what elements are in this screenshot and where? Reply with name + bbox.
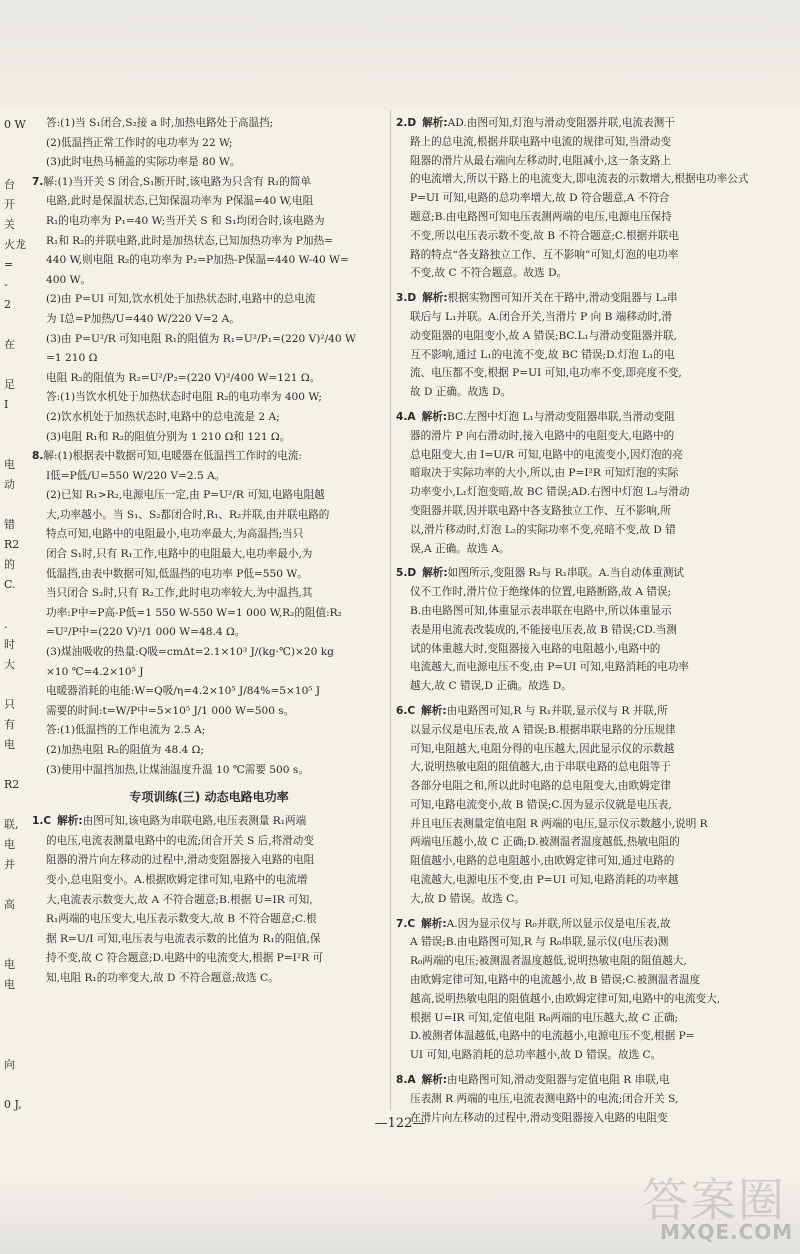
question-number: 2.D xyxy=(396,117,417,129)
answer-entry xyxy=(396,702,768,909)
edge-fragment: 有 xyxy=(4,718,15,731)
text-line xyxy=(396,364,768,383)
answer-entry xyxy=(396,915,768,1065)
line-text: BC.左图中灯泡 L₁与滑动变阻器串联,当滑动变阻 xyxy=(447,410,675,423)
edge-fragment: 高 xyxy=(4,898,15,911)
text-line xyxy=(396,464,768,483)
text-line xyxy=(396,246,768,265)
text-line xyxy=(32,330,386,350)
line-text: 大,电流表示数变大,故 A 不符合题意;B.根据 U=IR 可知, xyxy=(46,893,313,906)
text-line xyxy=(32,114,386,134)
text-line xyxy=(396,308,768,327)
text-line xyxy=(396,346,768,365)
line-text: 题意;B.由电路图可知电压表测两端的电压,电源电压保持 xyxy=(410,210,672,223)
analysis-label: 解析: xyxy=(421,1074,448,1087)
left-column xyxy=(32,114,386,989)
line-text: 由电路图可知,滑动变阻器与定值电阻 R 串联,电 xyxy=(447,1074,670,1087)
edge-fragment: . xyxy=(4,618,8,631)
text-line xyxy=(396,890,768,909)
analysis-label: 解析: xyxy=(422,292,448,305)
line-text: 的电压,电流表测量电路中的电流;闭合开关 S 后,将滑动变 xyxy=(46,834,314,847)
line-text: AD.由图可知,灯泡与滑动变阻器并联,电流表测干 xyxy=(447,117,675,129)
edge-fragment: 2 xyxy=(4,298,11,311)
line-text: 电路,此时是保温状态,已知保温功率为 P保温=40 W,电阻 xyxy=(46,195,314,208)
text-line xyxy=(32,153,386,173)
text-line xyxy=(396,658,768,677)
text-line xyxy=(396,1027,768,1046)
line-text: 故 D 正确。故选 D。 xyxy=(410,386,512,399)
text-line xyxy=(396,815,768,834)
line-text: 可知,电路电流变小,故 B 错误;C.因为显示仪就是电压表, xyxy=(410,798,672,811)
text-line xyxy=(396,640,768,659)
edge-fragment: 电 xyxy=(4,958,15,971)
line-text: I低=P低/U=550 W/220 V=2.5 A。 xyxy=(46,469,226,482)
text-line xyxy=(396,702,768,721)
text-line xyxy=(396,1046,768,1065)
text-line xyxy=(32,232,386,252)
question-number: 7.C xyxy=(396,917,416,930)
text-line xyxy=(396,871,768,890)
edge-fragment: 大 xyxy=(4,658,15,671)
text-line xyxy=(32,682,386,702)
text-line xyxy=(396,583,768,602)
line-text: 在滑片向左移动的过程中,滑动变阻器接入电路的电阻变 xyxy=(410,1111,668,1124)
text-line xyxy=(396,427,768,446)
answer-entry xyxy=(396,114,768,283)
line-text: 当只闭合 S₂时,只有 R₂工作,此时电功率较大,为中温挡,其 xyxy=(46,587,313,600)
text-line xyxy=(396,208,768,227)
text-line xyxy=(32,428,386,448)
line-text: (3)煤油吸收的热量:Q吸=cmΔt=2.1×10³ J/(kg·℃)×20 kg xyxy=(46,646,334,659)
text-line xyxy=(396,1071,768,1090)
text-line xyxy=(32,408,386,428)
line-text: 变阻器并联,因并联电路中各支路独立工作、互不影响,所 xyxy=(410,504,671,517)
text-line xyxy=(396,1090,768,1109)
text-line xyxy=(396,1009,768,1028)
line-text: (2)加热电阻 R₂的阻值为 48.4 Ω; xyxy=(46,744,205,756)
text-line xyxy=(396,758,768,777)
right-column xyxy=(396,114,768,1133)
line-text: 越大,故 C 错误,D 正确。故选 D。 xyxy=(410,680,572,693)
text-line xyxy=(32,290,386,310)
text-line xyxy=(396,446,768,465)
edge-fragment: 火龙 xyxy=(4,238,26,251)
line-text: D.被测者体温越低,电路中的电流越小,电源电压不变,根据 P= xyxy=(410,1030,695,1043)
line-text: 两端电压越小,故 C 正确;D.被测温者温度越低,热敏电阻的 xyxy=(410,836,680,849)
question-number: 8. xyxy=(32,450,44,463)
text-line xyxy=(396,502,768,521)
answer-entry xyxy=(396,564,768,696)
line-text: 由电路图可知,R 与 R₁并联,显示仪与 R 并联,所 xyxy=(446,704,668,717)
edge-fragment: - xyxy=(4,278,8,291)
text-line xyxy=(396,564,768,583)
text-line xyxy=(32,212,386,232)
line-text: UI 可知,电路消耗的总功率越小,故 D 错误。故选 C。 xyxy=(410,1049,662,1062)
text-line xyxy=(396,289,768,308)
line-text: 以显示仪是电压表,故 A 错误;B.根据串联电路的分压规律 xyxy=(410,723,676,736)
text-line xyxy=(396,114,768,133)
text-line xyxy=(396,327,768,346)
text-line xyxy=(32,832,386,852)
line-text: 阻值越小,电路的总电阻越小,由欧姆定律可知,通过电路的 xyxy=(410,855,675,868)
text-line xyxy=(396,721,768,740)
text-line xyxy=(396,852,768,871)
text-line xyxy=(32,369,386,389)
text-line xyxy=(32,584,386,604)
line-text: R₁两端的电压变大,电压表示数变大,故 B 不符合题意;C.根 xyxy=(46,913,317,926)
text-line xyxy=(396,133,768,152)
line-text: =1 210 Ω xyxy=(46,352,98,365)
text-line xyxy=(32,251,386,271)
edge-fragment: 向 xyxy=(4,1058,15,1071)
line-text: 440 W,则电阻 R₂的电功率为 P₂=P加热-P保温=440 W-40 W= xyxy=(46,254,349,267)
line-text: (2)已知 R₁>R₂,电源电压一定,由 P=U²/R 可知,电路电阻越 xyxy=(46,489,325,502)
line-text: 答:(1)当 S₁闭合,S₂接 a 时,加热电路处于高温挡; xyxy=(46,117,274,129)
edge-fragment: 0 W xyxy=(4,118,26,131)
line-text: 阻器的滑片从最右端向左移动时,电阻减小,这一条支路上 xyxy=(410,154,671,167)
line-text: 总电阻变大,由 I=U/R 可知,电路中的电流变小,因灯泡的亮 xyxy=(410,448,683,461)
line-text: (2)由 P=UI 可知,饮水机处于加热状态时,电路中的总电流 xyxy=(46,293,316,306)
text-line xyxy=(396,777,768,796)
line-text: 大,故 D 错误。故选 C。 xyxy=(410,892,525,905)
edge-fragment: 电 xyxy=(4,838,15,851)
edge-fragment: 电 xyxy=(4,978,15,991)
previous-page-edge xyxy=(4,118,32,1118)
line-text: 以,滑片移动时,灯泡 L₂的实际功率不变,亮暗不变,故 D 错 xyxy=(410,523,676,536)
line-text: 误,A 正确。故选 A。 xyxy=(410,542,510,555)
line-text: =U²/P中=(220 V)²/1 000 W=48.4 Ω。 xyxy=(46,626,246,639)
page-top-shadow xyxy=(0,0,800,110)
line-text: 越高,说明热敏电阻的阻值越小,由欧姆定律可知,电路中的电流变大, xyxy=(410,992,721,1005)
text-line xyxy=(32,388,386,408)
edge-fragment: 的 xyxy=(4,558,15,571)
line-text: (2)饮水机处于加热状态时,电路中的总电流是 2 A; xyxy=(46,410,280,423)
text-line xyxy=(32,173,386,193)
text-line xyxy=(32,134,386,154)
text-line xyxy=(396,677,768,696)
text-line xyxy=(396,383,768,402)
line-text: 功率:P中=P高-P低=1 550 W-550 W=1 000 W,R₂的阻值:R₂ xyxy=(46,606,342,619)
line-text: 解:(1)根据表中数据可知,电暖器在低温挡工作时的电流: xyxy=(43,450,302,463)
text-line xyxy=(32,812,386,832)
line-text: P=UI 可知,电路的总功率增大,故 D 符合题意,A 不符合 xyxy=(410,192,670,205)
line-text: 可知,电阻越大,电阻分得的电压越大,因此显示仪的示数越 xyxy=(410,742,675,755)
watermark-text: 答案圈 xyxy=(642,1173,786,1227)
column-divider xyxy=(390,110,391,1110)
text-line xyxy=(32,741,386,761)
text-line xyxy=(396,621,768,640)
line-text: 解:(1)当开关 S 闭合,S₁断开时,该电路为只含有 R₁的简单 xyxy=(43,175,312,188)
text-line xyxy=(32,271,386,291)
line-text: 不变,所以电压表示数不变,故 B 不符合题意;C.根据并联电 xyxy=(410,229,679,242)
text-line xyxy=(32,851,386,871)
line-text: 流、电压都不变,根据 P=UI 可知,电功率不变,即亮度不变, xyxy=(410,367,682,380)
text-line xyxy=(396,521,768,540)
line-text: A 错误;B.由电路图可知,R 与 R₀串联,显示仪(电压表)测 xyxy=(410,936,669,949)
text-line xyxy=(32,310,386,330)
edge-fragment: C. xyxy=(4,578,16,591)
edge-fragment: 电 xyxy=(4,738,15,751)
text-line xyxy=(396,170,768,189)
text-line xyxy=(32,447,386,467)
text-line xyxy=(32,891,386,911)
left-answers xyxy=(32,114,386,780)
watermark-url: MXQE.COM xyxy=(660,1220,794,1244)
line-text: 压表测 R 两端的电压,电流表测电路中的电流;闭合开关 S, xyxy=(410,1092,679,1105)
line-text: 并且电压表测量定值电阻 R 两端的电压,显示仪示数越小,说明 R xyxy=(410,817,708,830)
line-text: 400 W。 xyxy=(46,273,92,286)
line-text: 暗取决于实际功率的大小,所以,由 P=I²R 可知灯泡的实际 xyxy=(410,467,679,480)
line-text: R₁和 R₂的并联电路,此时是加热状态,已知加热功率为 P加热= xyxy=(46,234,333,247)
edge-fragment: 台 xyxy=(4,178,15,191)
line-text: 变小,总电阻变小。A.根据欧姆定律可知,电路中的电流增 xyxy=(46,873,308,886)
text-line xyxy=(396,483,768,502)
text-line xyxy=(32,192,386,212)
line-text: 的电流增大,所以干路上的电流变大,即电流表的示数增大,根据电功率公式 xyxy=(410,173,749,186)
text-line xyxy=(32,623,386,643)
line-text: 需要的时间:t=W/P中=5×10⁵ J/1 000 W=500 s。 xyxy=(46,704,295,717)
text-line xyxy=(32,643,386,663)
analysis-label: 解析: xyxy=(421,917,447,930)
line-text: 路的特点“各支路独立工作、互不影响”可知,灯泡的电功率 xyxy=(410,248,679,261)
line-text: 据 R=U/I 可知,电压表与电流表示数的比值为 R₁的阻值,保 xyxy=(46,932,321,945)
section-title: 专项训练(三) 动态电路电功率 xyxy=(129,790,289,805)
text-line xyxy=(396,408,768,427)
line-text: 动变阻器的电阻变小,故 A 错误;BC.L₁与滑动变阻器并联, xyxy=(410,329,677,342)
line-text: (3)电阻 R₁和 R₂的阻值分别为 1 210 Ω和 121 Ω。 xyxy=(46,430,291,443)
line-text: 试的体重越大时,变阻器接入电路的电阻越小,电路中的 xyxy=(410,642,661,655)
line-text: 电阻 R₂的阻值为 R₂=U²/P₂=(220 V)²/400 W=121 Ω。 xyxy=(46,371,321,384)
line-text: 器的滑片 P 向右滑动时,接入电路中的电阻变大,电路中的 xyxy=(410,429,675,442)
edge-fragment: 电 xyxy=(4,458,15,471)
edge-fragment: 关 xyxy=(4,218,15,231)
edge-fragment: 联, xyxy=(4,818,19,831)
text-line xyxy=(32,486,386,506)
line-text: 功率变小,L₁灯泡变暗,故 BC 错误;AD.右图中灯泡 L₂与滑动 xyxy=(410,486,690,499)
line-text: 互不影响,通过 L₁的电流不变,故 BC 错误;D.灯泡 L₁的电 xyxy=(410,348,675,361)
line-text: 各部分电阻之和,所以此时电路的总电阻变大,由欧姆定律 xyxy=(410,780,671,793)
line-text: 持不变,故 C 符合题意;D.电路中的电流变大,根据 P=I²R 可 xyxy=(46,952,324,965)
watermark-logo xyxy=(630,1160,800,1252)
line-text: 由图可知,该电路为串联电路,电压表测量 R₁两端 xyxy=(82,815,307,828)
text-line xyxy=(32,349,386,369)
text-line xyxy=(32,702,386,722)
text-line xyxy=(32,663,386,683)
line-text: 由欧姆定律可知,电路中的电流越小,故 B 错误;C.被测温者温度 xyxy=(410,974,701,987)
line-text: 阻器的滑片向左移动的过程中,滑动变阻器接入电路的电阻 xyxy=(46,854,315,867)
line-text: 低温挡,由表中数据可知,低温挡的电功率 P低=550 W。 xyxy=(46,567,308,580)
edge-fragment: 并 xyxy=(4,858,15,871)
text-line xyxy=(32,930,386,950)
line-text: 知,电阻 R₁的功率变大,故 D 不符合题意;故选 C。 xyxy=(46,971,279,984)
edge-fragment: I xyxy=(4,398,9,411)
line-text: 根据 U=IR 可知,定值电阻 R₀两端的电压越大,故 C 正确; xyxy=(410,1011,679,1024)
question-number: 5.D xyxy=(396,567,417,580)
line-text: 为 I总=P加热/U=440 W/220 V=2 A。 xyxy=(46,312,240,325)
line-text: 闭合 S₁时,只有 R₁工作,电路中的电阻最大,电功率最小,为 xyxy=(46,548,313,561)
text-line xyxy=(396,952,768,971)
text-line xyxy=(396,933,768,952)
edge-fragment: 足 xyxy=(4,378,15,391)
question-number: 7. xyxy=(32,175,44,188)
edge-fragment: 时 xyxy=(4,638,15,651)
edge-fragment: R2 xyxy=(4,538,20,551)
line-text: 电流越大,电源电压不变,由 P=UI 可知,电路消耗的功率越 xyxy=(410,874,679,887)
edge-fragment: 开 xyxy=(4,198,15,211)
line-text: (3)由 P=U²/R 可知电阻 R₁的阻值为 R₁=U²/P₁=(220 V)²/40 W xyxy=(46,332,356,345)
text-line xyxy=(396,740,768,759)
text-line xyxy=(396,796,768,815)
question-number: 1.C xyxy=(32,815,52,828)
line-text: 电流越大,而电源电压不变,由 P=UI 可知,电路消耗的电功率 xyxy=(410,661,690,674)
line-text: (3)此时电热马桶盖的实际功率是 80 W。 xyxy=(46,156,241,169)
line-text: 电暖器消耗的电能:W=Q吸/η=4.2×10⁵ J/84%=5×10⁵ J xyxy=(46,685,321,698)
question-number: 4.A xyxy=(396,410,416,423)
line-text: 大,功率越小。当 S₁、S₂都闭合时,R₁、R₂并联,由并联电路的 xyxy=(46,508,330,521)
text-line xyxy=(396,833,768,852)
analysis-label: 解析: xyxy=(421,410,448,423)
text-line xyxy=(32,761,386,781)
line-text: 路上的总电流,根据并联电路中电流的规律可知,当滑动变 xyxy=(410,135,671,148)
question-number: 3.D xyxy=(396,292,417,305)
page-number: —122— xyxy=(374,1116,426,1131)
text-line xyxy=(32,949,386,969)
analysis-label: 解析: xyxy=(57,815,83,828)
line-text: 根据实物图可知开关在干路中,滑动变阻器与 L₂串 xyxy=(447,292,678,305)
text-line xyxy=(396,602,768,621)
text-line xyxy=(32,545,386,565)
text-line xyxy=(32,525,386,545)
edge-fragment: 只 xyxy=(4,698,15,711)
text-line xyxy=(32,871,386,891)
line-text: ×10 ℃=4.2×10⁵ J xyxy=(46,665,144,678)
analysis-label: 解析: xyxy=(422,117,448,129)
text-line xyxy=(32,721,386,741)
line-text: 表是用电流表改装成的,不能接电压表,故 B 错误;CD.当测 xyxy=(410,623,677,636)
line-text: 联后与 L₁并联。A.闭合开关,当滑片 P 向 B 端移动时,滑 xyxy=(410,310,673,323)
line-text: (2)低温挡正常工作时的电功率为 22 W; xyxy=(46,136,233,149)
edge-fragment: 错 xyxy=(4,518,15,531)
line-text: (3)使用中温挡加热,让煤油温度升温 10 ℃需要 500 s。 xyxy=(46,763,309,776)
line-text: R₁的电功率为 P₁=40 W;当开关 S 和 S₁均闭合时,该电路为 xyxy=(46,214,325,227)
edge-fragment: 0 J, xyxy=(4,1098,22,1111)
line-text: 不变,故 C 不符合题意。故选 D。 xyxy=(410,267,568,280)
line-text: A.因为显示仪与 R₀并联,所以显示仪是电压表,故 xyxy=(446,917,671,930)
line-text: R₀两端的电压;被测温者温度越低,说明热敏电阻的阻值越大, xyxy=(410,955,687,968)
text-line xyxy=(32,506,386,526)
text-line xyxy=(396,152,768,171)
text-line xyxy=(32,604,386,624)
text-line xyxy=(396,990,768,1009)
text-line xyxy=(396,227,768,246)
edge-fragment: 动 xyxy=(4,478,15,491)
text-line xyxy=(32,969,386,989)
line-text: 仪不工作时,滑片位于绝缘体的位置,电路断路,故 A 错误; xyxy=(410,586,672,599)
text-line xyxy=(396,971,768,990)
edge-fragment: 在 xyxy=(4,338,15,351)
question-number: 6.C xyxy=(396,704,416,717)
text-line xyxy=(396,264,768,283)
q1-answer xyxy=(32,812,386,988)
text-line xyxy=(396,540,768,559)
line-text: 答:(1)低温挡的工作电流为 2.5 A; xyxy=(46,724,206,737)
answer-entry xyxy=(396,408,768,558)
line-text: B.由电路图可知,体重显示表串联在电路中,所以体重显示 xyxy=(410,604,672,617)
line-text: 特点可知,电路中的电阻最小,电功率最大,为高温挡;当只 xyxy=(46,528,304,541)
text-line xyxy=(32,910,386,930)
text-line xyxy=(396,189,768,208)
line-text: 如图所示,变阻器 R₂与 R₁串联。A.当自动体重测试 xyxy=(447,567,684,580)
analysis-label: 解析: xyxy=(422,567,448,580)
line-text: 大,说明热敏电阻的阻值越大,由于串联电路的总电阻等于 xyxy=(410,761,671,774)
text-line xyxy=(396,915,768,934)
line-text: 答:(1)当饮水机处于加热状态时电阻 R₂的电功率为 400 W; xyxy=(46,391,322,404)
edge-fragment: R2 xyxy=(4,778,20,791)
text-line xyxy=(32,565,386,585)
edge-fragment: = xyxy=(4,258,14,271)
analysis-label: 解析: xyxy=(421,704,447,717)
question-number: 8.A xyxy=(396,1074,416,1087)
text-line xyxy=(32,467,386,487)
answer-entry xyxy=(396,289,768,402)
